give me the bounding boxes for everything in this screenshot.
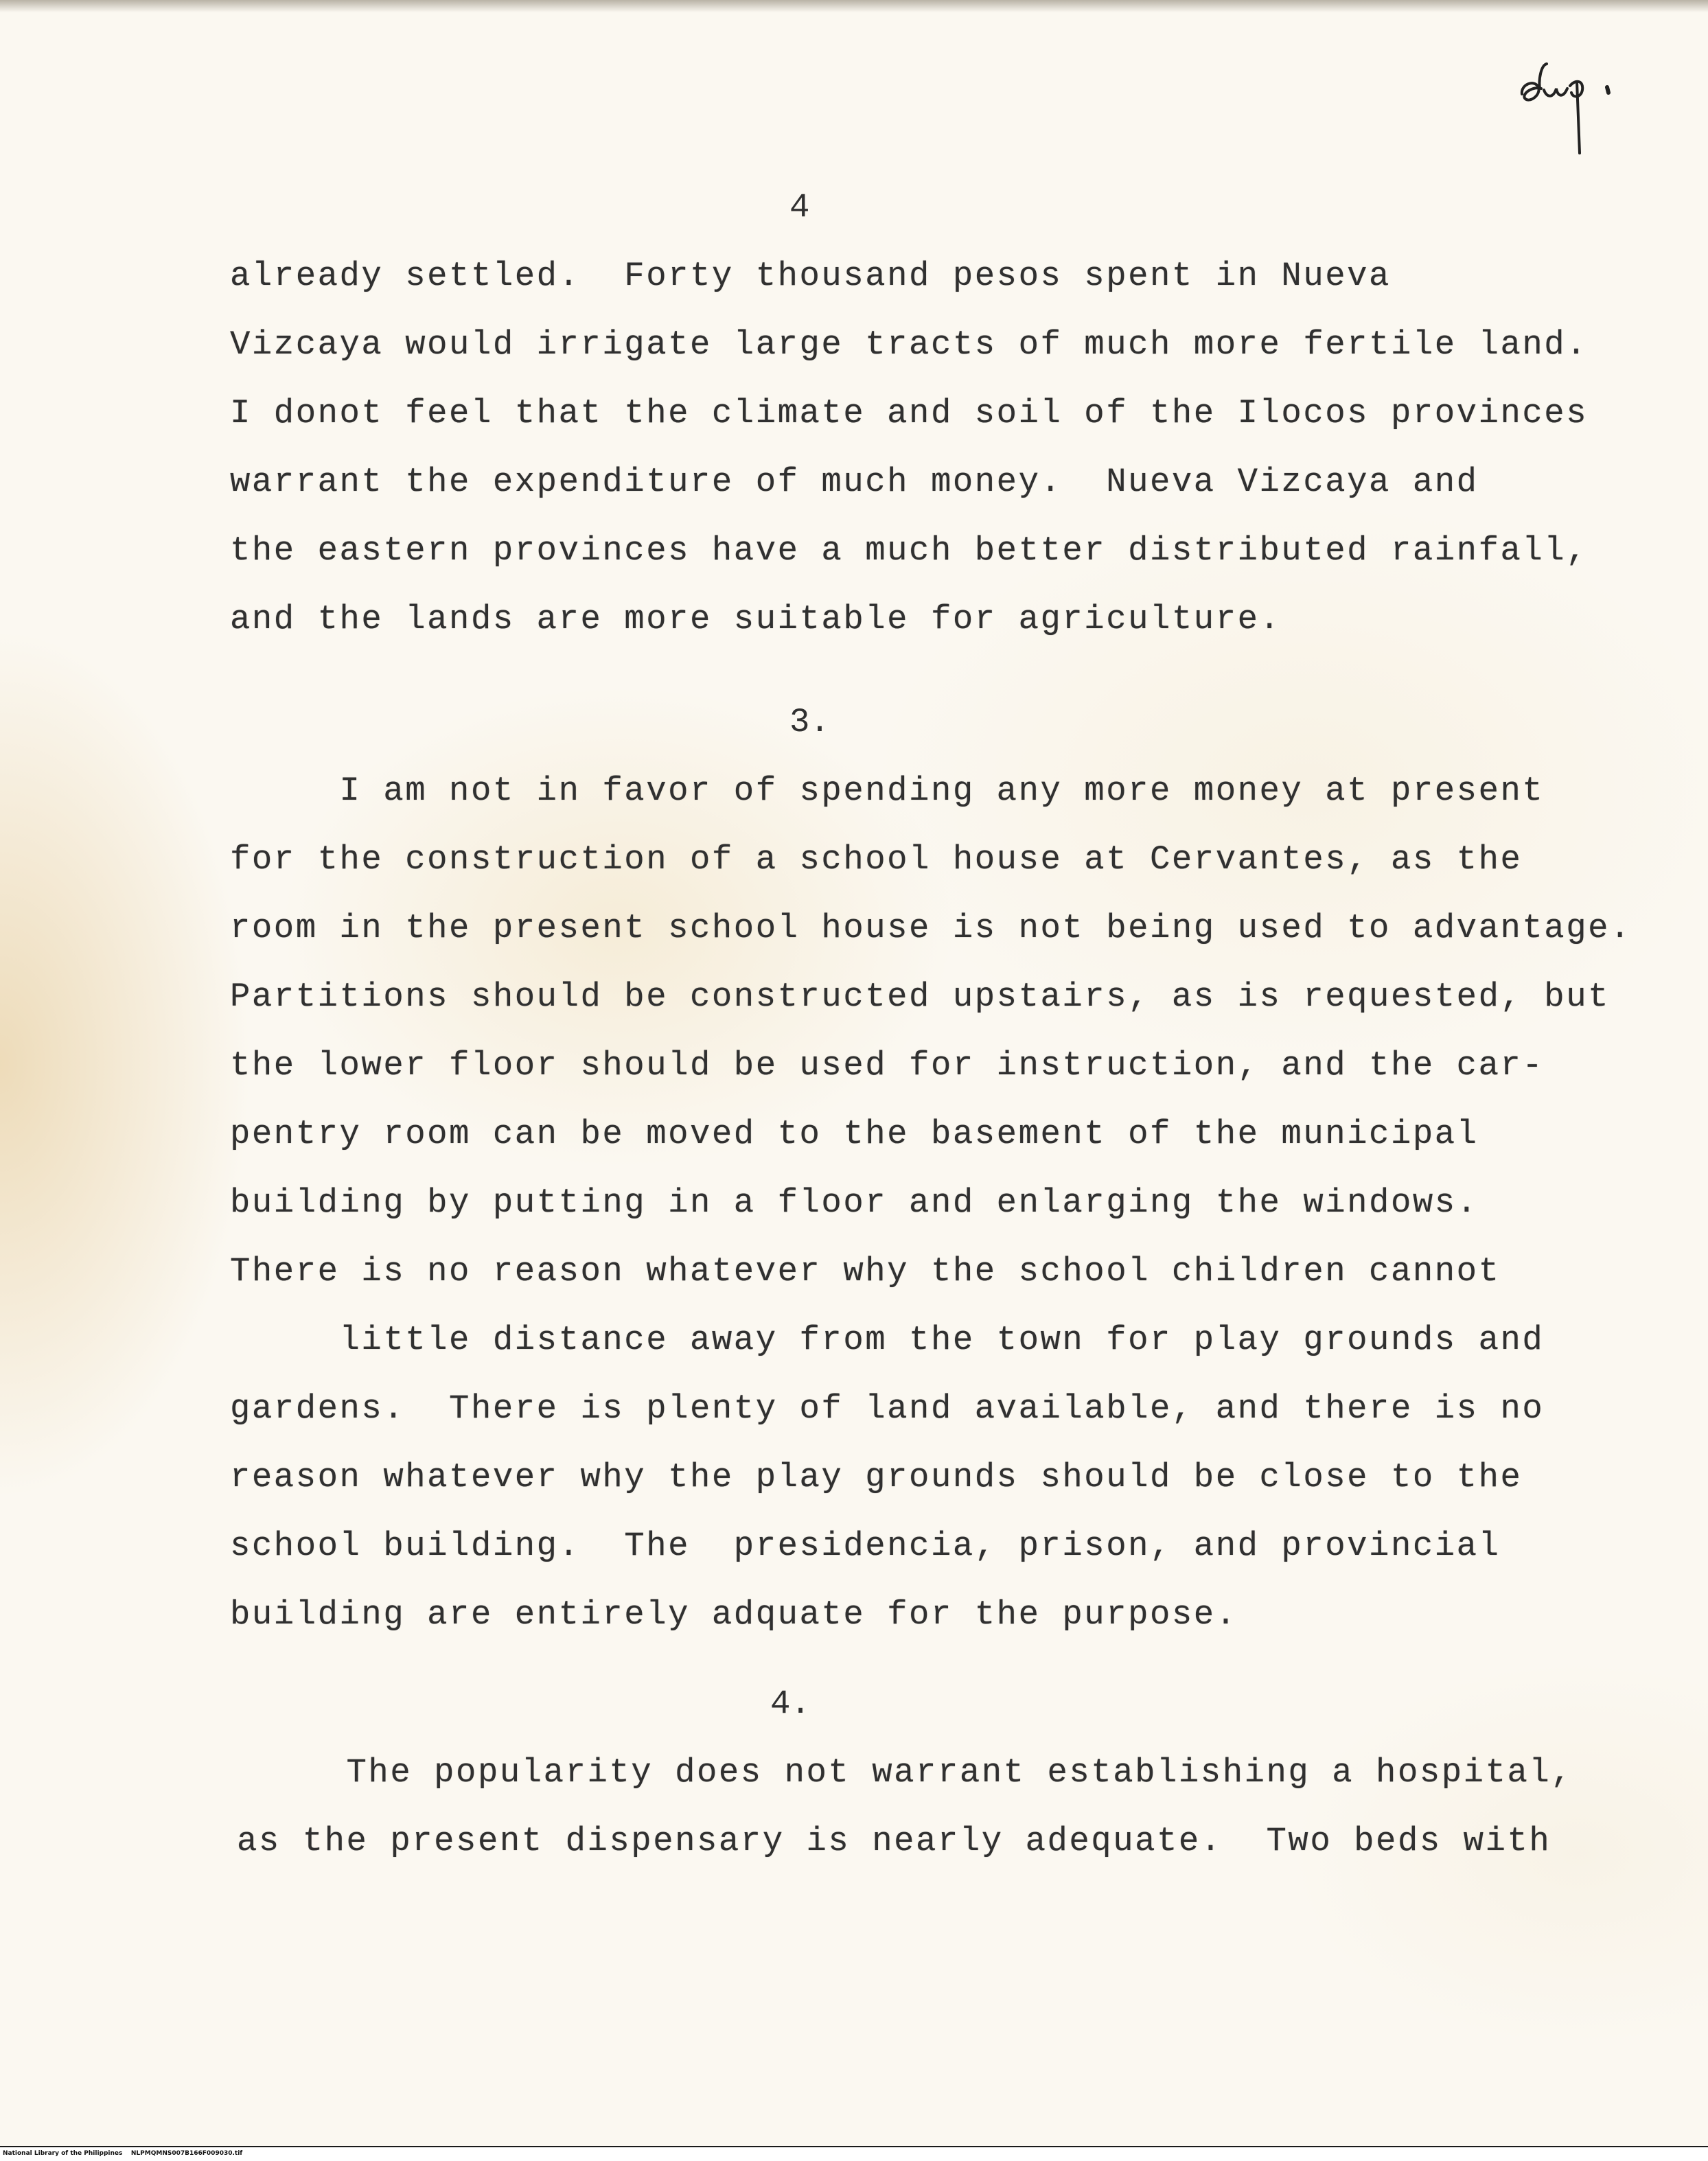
- page-number: 4: [789, 188, 810, 227]
- section-3-line: for the construction of a school house at Cervantes, as the: [230, 840, 1523, 879]
- section-3-line: the lower floor should be used for instruction, and the car-: [230, 1046, 1545, 1085]
- paragraph-1-line: warrant the expenditure of much money. Nueva Vizcaya and: [230, 463, 1479, 501]
- section-3-line: I am not in favor of spending any more money at present: [230, 772, 1545, 810]
- scan-footer-caption: National Library of the Philippines NLPMQMNS007B166F009030.tif: [3, 2150, 243, 2157]
- section-4-line: as the present dispensary is nearly adequate. Two beds with: [237, 1822, 1551, 1860]
- section-3-line: building by putting in a floor and enlarging the windows.: [230, 1183, 1479, 1222]
- section-3-line: room in the present school house is not being used to advantage.: [230, 909, 1632, 947]
- handwritten-signature: [1514, 58, 1630, 161]
- section-3-line: gardens. There is plenty of land available, and there is no: [230, 1389, 1545, 1428]
- section-3-line: little distance away from the town for play grounds and: [230, 1321, 1545, 1359]
- section-3-line: There is no reason whatever why the school children cannot: [230, 1252, 1501, 1291]
- section-4-heading: 4.: [770, 1685, 811, 1723]
- section-3-heading: 3.: [789, 703, 830, 741]
- paragraph-1-line: and the lands are more suitable for agriculture.: [230, 600, 1282, 638]
- section-4-line: The popularity does not warrant establishing a hospital,: [237, 1753, 1573, 1792]
- section-3-line: building are entirely adquate for the purpose.: [230, 1595, 1238, 1634]
- section-3-line: school building. The presidencia, prison, and provincial: [230, 1527, 1501, 1565]
- section-3-line: pentry room can be moved to the basement of the municipal: [230, 1115, 1479, 1153]
- section-3-line: reason whatever why the play grounds should be close to the: [230, 1458, 1523, 1496]
- paragraph-1-line: the eastern provinces have a much better distributed rainfall,: [230, 531, 1589, 570]
- section-3-line: Partitions should be constructed upstairs, as is requested, but: [230, 978, 1611, 1016]
- scan-footer-strip: [0, 2146, 1708, 2161]
- paragraph-1-line: Vizcaya would irrigate large tracts of much more fertile land.: [230, 325, 1589, 364]
- scan-edge-shadow: [0, 0, 1708, 12]
- paragraph-1-line: already settled. Forty thousand pesos spent in Nueva: [230, 257, 1391, 295]
- paragraph-1-line: I donot feel that the climate and soil of the Ilocos provinces: [230, 394, 1589, 432]
